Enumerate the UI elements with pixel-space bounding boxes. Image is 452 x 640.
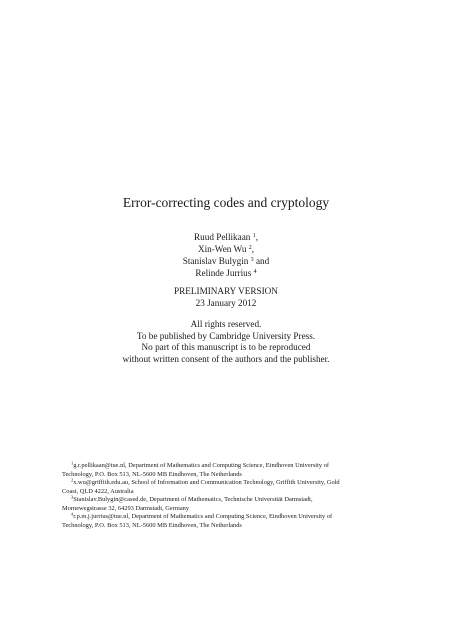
author-name: Xin-Wen Wu bbox=[197, 244, 247, 254]
footnote bbox=[62, 479, 354, 496]
footnote-number: 2 bbox=[71, 477, 74, 483]
footnote-marker: 3 bbox=[250, 257, 254, 263]
version-block bbox=[0, 286, 452, 309]
version-label: PRELIMINARY VERSION bbox=[174, 286, 278, 296]
author-separator: , bbox=[255, 232, 258, 242]
author-entry bbox=[0, 267, 452, 279]
author-list bbox=[0, 231, 452, 279]
footnote bbox=[62, 496, 354, 513]
author-separator: and bbox=[253, 256, 270, 266]
footnote-text: Stanislav.Bulygin@cased.de, Department of Mathematics, Technische Universität Darmstadt, Mornewegstrasse 32, 64293 Darmstadt, Germany bbox=[62, 496, 313, 512]
footnote-text: x.wu@griffith.edu.au, School of Information and Communication Technology, Griffith University, Gold Coast, QLD 4222, Australia bbox=[62, 479, 340, 495]
rights-line: To be published by Cambridge University Press. bbox=[136, 330, 316, 341]
author-entry bbox=[0, 243, 452, 255]
footnote bbox=[62, 513, 354, 530]
rights-notice bbox=[0, 319, 452, 365]
footnote-marker: 4 bbox=[253, 269, 257, 275]
footnote-marker: 1 bbox=[252, 233, 256, 239]
footnote-number: 1 bbox=[71, 460, 74, 466]
footnotes bbox=[62, 462, 354, 530]
rights-line: All rights reserved. bbox=[190, 319, 262, 329]
author-entry bbox=[0, 255, 452, 267]
author-entry bbox=[0, 231, 452, 243]
rights-line: without written consent of the authors and the publisher. bbox=[122, 353, 330, 364]
book-title: Error-correcting codes and cryptology bbox=[122, 195, 330, 210]
rights-line: No part of this manuscript is to be reproduced bbox=[141, 342, 311, 353]
footnote-number: 4 bbox=[71, 511, 74, 517]
author-name: Relinde Jurrius bbox=[195, 268, 252, 278]
version-date: 23 January 2012 bbox=[195, 297, 257, 308]
footnote-text: r.p.m.j.jurrius@tue.nl, Department of Mathematics and Computing Science, Eindhoven University of Technology, P.O. Box 513, NL-5600 MB Eindhoven, The Netherlands bbox=[62, 513, 333, 529]
footnote-marker: 2 bbox=[248, 245, 252, 251]
author-name: Ruud Pellikaan bbox=[194, 232, 251, 242]
footnote-number: 3 bbox=[71, 494, 74, 500]
footnote-text: g.r.pellikaan@tue.nl, Department of Mathematics and Computing Science, Eindhoven University of Technology, P.O. Box 513, NL-5600 MB Eindhoven, The Netherlands bbox=[62, 462, 329, 478]
footnote bbox=[62, 462, 354, 479]
author-separator: , bbox=[251, 244, 255, 254]
author-name: Stanislav Bulygin bbox=[182, 256, 249, 266]
